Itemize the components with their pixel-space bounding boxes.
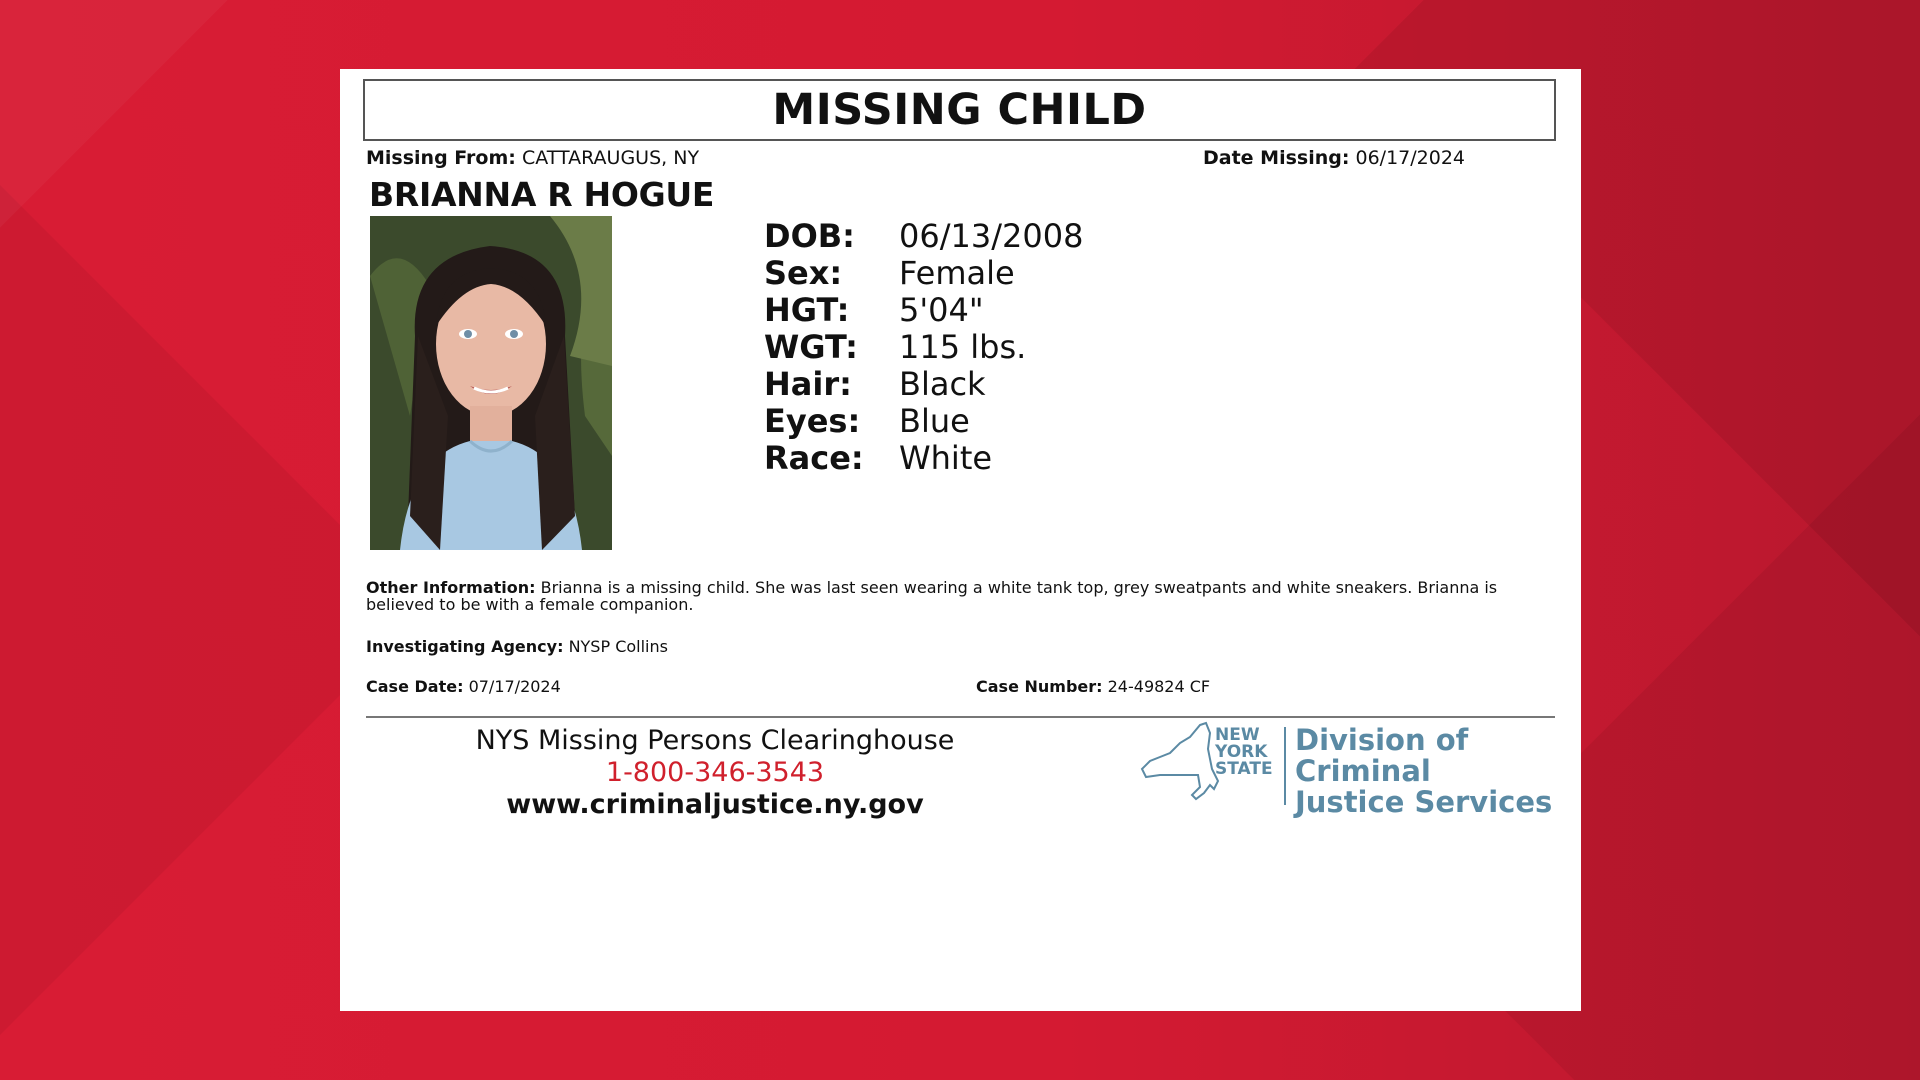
date-missing [1203, 147, 1465, 169]
missing-child-poster [340, 69, 1581, 1011]
clearinghouse-contact [440, 725, 990, 821]
title-box [363, 79, 1556, 141]
height-label: HGT: [764, 291, 850, 329]
clearinghouse-name: NYS Missing Persons Clearinghouse [475, 725, 955, 756]
hair-label: Hair: [764, 365, 852, 403]
footer-divider [366, 716, 1555, 718]
nys-line-1: NEW [1215, 725, 1260, 745]
case-number-label: Case Number: [976, 677, 1103, 696]
missing-person-name: BRIANNA R HOGUE [369, 175, 715, 214]
missing-from [366, 147, 699, 169]
missing-from-value: CATTARAUGUS, NY [521, 147, 700, 169]
missing-person-photo [370, 216, 612, 550]
height-value: 5'04" [899, 291, 984, 329]
nys-line-3: STATE [1215, 759, 1273, 779]
detail-row-eyes [764, 402, 1083, 439]
division-name [1295, 725, 1570, 818]
hair-value: Black [899, 365, 986, 403]
weight-value: 115 lbs. [899, 328, 1027, 366]
agency-value: NYSP Collins [568, 637, 668, 656]
nys-line-2: YORK [1215, 742, 1268, 762]
detail-row-hair [764, 365, 1083, 402]
detail-row-dob [764, 217, 1083, 254]
eyes-value: Blue [899, 402, 970, 440]
race-label: Race: [764, 439, 864, 477]
dob-value: 06/13/2008 [899, 217, 1084, 255]
logo-divider [1284, 727, 1286, 805]
details-list [764, 217, 1083, 476]
other-information [366, 579, 1556, 613]
case-date-label: Case Date: [366, 677, 464, 696]
case-date-value: 07/17/2024 [468, 677, 561, 696]
clearinghouse-website[interactable]: www.criminaljustice.ny.gov [506, 789, 924, 820]
clearinghouse-phone[interactable]: 1-800-346-3543 [605, 757, 825, 788]
agency-label: Investigating Agency: [366, 637, 564, 656]
weight-label: WGT: [764, 328, 858, 366]
new-york-state-outline-icon [1140, 719, 1220, 805]
missing-from-label: Missing From: [366, 147, 516, 169]
detail-row-race [764, 439, 1083, 476]
dob-label: DOB: [764, 217, 855, 255]
case-date [366, 677, 561, 696]
case-number [976, 677, 1210, 696]
dcjs-logo [1140, 719, 1570, 819]
investigating-agency [366, 637, 668, 656]
division-line-1: Division of Criminal [1295, 723, 1469, 788]
race-value: White [899, 439, 993, 477]
eyes-label: Eyes: [764, 402, 861, 440]
division-line-2: Justice Services [1295, 785, 1553, 819]
detail-row-height [764, 291, 1083, 328]
other-info-label: Other Information: [366, 578, 536, 597]
poster-title: MISSING CHILD [772, 85, 1147, 135]
detail-row-weight [764, 328, 1083, 365]
other-info-value: Brianna is a missing child. She was last seen wearing a white tank top, grey sweatpants and white sneakers. Brianna is believed to be with a female companion. [366, 578, 1498, 614]
sex-label: Sex: [764, 254, 843, 292]
sex-value: Female [899, 254, 1015, 292]
new-york-state-text [1215, 727, 1273, 778]
detail-row-sex [764, 254, 1083, 291]
case-number-value: 24-49824 CF [1107, 677, 1211, 696]
portrait-illustration [370, 216, 612, 550]
date-missing-value: 06/17/2024 [1355, 147, 1466, 169]
date-missing-label: Date Missing: [1203, 147, 1350, 169]
